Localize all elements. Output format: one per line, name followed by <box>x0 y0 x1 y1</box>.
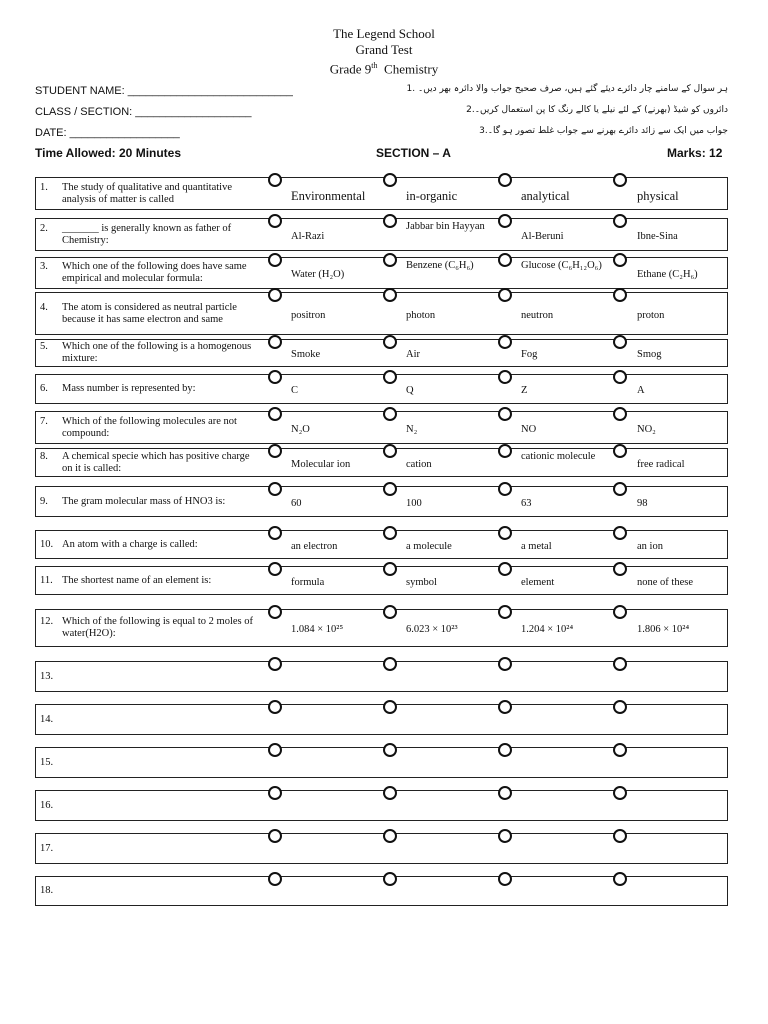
answer-option: free radical <box>637 458 685 470</box>
answer-bubble[interactable] <box>383 482 397 496</box>
answer-option: symbol <box>406 576 437 588</box>
answer-option: N₂ <box>406 423 418 435</box>
question-text <box>40 261 265 285</box>
question-body: _______ is generally known as father of Chemistry: <box>62 222 232 246</box>
question-number: 16. <box>40 799 54 811</box>
answer-bubble[interactable] <box>613 526 627 540</box>
answer-bubble[interactable] <box>268 173 282 187</box>
answer-option: a molecule <box>406 540 452 552</box>
answer-option: 1.084 × 10²⁵ <box>291 624 344 635</box>
question-number: 14. <box>40 713 54 725</box>
question-text <box>40 575 265 587</box>
answer-option: none of these <box>637 576 693 588</box>
question-text <box>40 714 265 726</box>
answer-bubble[interactable] <box>498 173 512 187</box>
answer-option: A <box>637 385 645 396</box>
instruction-1: ہر سوال کے سامنے چار دائرے دیئے گئے ہیں، صرف صحیح جواب والا دائرہ بھر دیں۔ .1 <box>406 84 728 94</box>
answer-bubble[interactable] <box>498 700 512 714</box>
time-allowed: Time Allowed: 20 Minutes <box>35 146 182 160</box>
answer-bubble[interactable] <box>498 657 512 671</box>
answer-bubble[interactable] <box>498 370 512 384</box>
answer-bubble[interactable] <box>613 786 627 800</box>
question-number: 10. <box>40 538 54 550</box>
question-text <box>40 416 265 440</box>
document-header <box>0 26 768 77</box>
answer-bubble[interactable] <box>383 253 397 267</box>
answer-option: NO₂ <box>637 423 656 435</box>
answer-option: an ion <box>637 540 663 552</box>
answer-bubble[interactable] <box>268 562 282 576</box>
question-number: 18. <box>40 885 54 896</box>
question-text <box>40 757 265 769</box>
answer-bubble[interactable] <box>613 743 627 757</box>
answer-option: 60 <box>291 497 302 509</box>
question-text <box>40 383 265 395</box>
answer-bubble[interactable] <box>498 829 512 843</box>
answer-option: Glucose (C₆H₁₂O₆) <box>521 260 602 271</box>
answer-bubble[interactable] <box>383 173 397 187</box>
question-text <box>40 341 265 365</box>
grade-subject <box>0 58 768 77</box>
question-number: 15. <box>40 756 54 768</box>
answer-bubble[interactable] <box>613 829 627 843</box>
question-number: 8. <box>40 450 48 462</box>
answer-bubble[interactable] <box>613 605 627 619</box>
question-body: Which of the following is equal to 2 moles of water(H2O): <box>62 616 254 639</box>
school-name: The Legend School <box>333 26 435 41</box>
answer-option: an electron <box>291 540 338 552</box>
question-number: 3. <box>40 261 48 272</box>
answer-bubble[interactable] <box>268 253 282 267</box>
question-number: 7. <box>40 415 48 427</box>
subject-label: Chemistry <box>384 61 439 77</box>
answer-option: physical <box>637 188 679 203</box>
answer-bubble[interactable] <box>268 786 282 800</box>
answer-option: Air <box>406 349 420 360</box>
answer-option: Al-Razi <box>291 230 325 242</box>
question-body: Which of the following molecules are not compound: <box>62 415 237 439</box>
answer-bubble[interactable] <box>383 444 397 458</box>
question-body: The study of qualitative and quantitative analysis of matter is called <box>62 181 232 205</box>
answer-bubble[interactable] <box>498 526 512 540</box>
test-title: Grand Test <box>355 42 413 57</box>
date-field[interactable]: DATE: __________________ <box>35 127 180 139</box>
answer-bubble[interactable] <box>498 288 512 302</box>
answer-option: proton <box>637 309 665 321</box>
answer-bubble[interactable] <box>498 786 512 800</box>
answer-bubble[interactable] <box>268 214 282 228</box>
answer-bubble[interactable] <box>383 657 397 671</box>
instruction-2: دائروں کو شیڈ (بھرنے) کے لئے نیلے یا کالے رنگ کا پن استعمال کریں۔.2 <box>466 105 728 115</box>
question-body: The atom is considered as neutral particle because it has same electron and same <box>62 301 237 325</box>
question-text <box>40 800 265 812</box>
answer-bubble[interactable] <box>613 335 627 349</box>
answer-bubble[interactable] <box>383 526 397 540</box>
question-number: 12. <box>40 616 54 627</box>
question-number: 6. <box>40 383 48 394</box>
question-body: An atom with a charge is called: <box>62 538 198 550</box>
answer-bubble[interactable] <box>383 605 397 619</box>
answer-bubble[interactable] <box>268 657 282 671</box>
question-number: 4. <box>40 301 48 313</box>
question-text <box>40 302 265 326</box>
answer-bubble[interactable] <box>498 444 512 458</box>
answer-bubble[interactable] <box>498 562 512 576</box>
grade-label: Grade 9 <box>329 61 372 77</box>
answer-bubble[interactable] <box>498 407 512 421</box>
answer-option: Smog <box>637 349 662 360</box>
question-text <box>40 616 265 640</box>
question-body: A chemical specie which has positive charge on it is called: <box>62 450 250 474</box>
answer-bubble[interactable] <box>383 214 397 228</box>
answer-bubble[interactable] <box>268 482 282 496</box>
answer-option: Molecular ion <box>291 458 351 470</box>
answer-option: Smoke <box>291 349 321 360</box>
question-body: The shortest name of an element is: <box>62 574 212 586</box>
answer-bubble[interactable] <box>498 743 512 757</box>
answer-option: Z <box>521 385 528 396</box>
answer-bubble[interactable] <box>498 253 512 267</box>
question-number: 1. <box>40 181 48 193</box>
answer-bubble[interactable] <box>613 173 627 187</box>
answer-bubble[interactable] <box>613 214 627 228</box>
answer-option: photon <box>406 309 436 321</box>
answer-bubble[interactable] <box>613 253 627 267</box>
answer-bubble[interactable] <box>383 829 397 843</box>
answer-bubble[interactable] <box>383 743 397 757</box>
answer-option: 100 <box>406 497 422 509</box>
answer-option: positron <box>291 309 326 321</box>
answer-option: cationic molecule <box>521 451 596 462</box>
answer-bubble[interactable] <box>268 407 282 421</box>
answer-bubble[interactable] <box>383 407 397 421</box>
answer-bubble[interactable] <box>613 444 627 458</box>
question-body: Which one of the following does have same empirical and molecular formula: <box>62 261 247 284</box>
answer-bubble[interactable] <box>383 872 397 886</box>
answer-bubble[interactable] <box>613 700 627 714</box>
answer-bubble[interactable] <box>613 407 627 421</box>
answer-bubble[interactable] <box>383 786 397 800</box>
question-text <box>40 539 265 551</box>
answer-option: analytical <box>521 188 570 203</box>
answer-bubble[interactable] <box>498 482 512 496</box>
instruction-3: جواب میں ایک سے زائد دائرے بھرنے سے جواب غلط تصور ہو گا۔.3 <box>479 126 728 136</box>
answer-bubble[interactable] <box>268 370 282 384</box>
answer-option: C <box>291 385 299 396</box>
answer-option: N₂O <box>291 423 310 435</box>
answer-bubble[interactable] <box>613 872 627 886</box>
answer-option: 6.023 × 10²³ <box>406 624 458 635</box>
answer-option: Ethane (C₂H₆) <box>637 269 698 280</box>
answer-option: Environmental <box>291 188 366 203</box>
question-text <box>40 182 265 206</box>
answer-option: neutron <box>521 309 554 321</box>
question-text <box>40 671 265 683</box>
answer-option: a metal <box>521 540 552 552</box>
answer-option: Q <box>406 385 414 396</box>
answer-bubble[interactable] <box>268 288 282 302</box>
answer-bubble[interactable] <box>498 872 512 886</box>
question-number: 2. <box>40 222 48 234</box>
answer-bubble[interactable] <box>613 482 627 496</box>
answer-option: Benzene (C₆H₆) <box>406 260 474 271</box>
answer-option: Al-Beruni <box>521 230 564 242</box>
answer-bubble[interactable] <box>613 370 627 384</box>
question-body: The gram molecular mass of HNO3 is: <box>62 495 226 507</box>
question-number: 9. <box>40 495 48 507</box>
marks-label: Marks: 12 <box>667 146 723 160</box>
answer-bubble[interactable] <box>613 562 627 576</box>
answer-bubble[interactable] <box>613 657 627 671</box>
answer-option: formula <box>291 576 325 588</box>
grade-suffix: th <box>371 61 378 70</box>
answer-option: cation <box>406 458 432 470</box>
question-text <box>40 843 265 855</box>
answer-option: 98 <box>637 497 648 509</box>
answer-option: Jabbar bin Hayyan <box>406 221 485 232</box>
question-text <box>40 885 265 897</box>
answer-option: Fog <box>521 349 538 360</box>
answer-bubble[interactable] <box>268 700 282 714</box>
answer-option: element <box>521 576 555 588</box>
answer-option: Water (H₂O) <box>291 269 345 280</box>
answer-option: NO <box>521 423 537 435</box>
question-body: Which one of the following is a homogenous mixture: <box>62 341 252 364</box>
answer-bubble[interactable] <box>268 743 282 757</box>
class-section-field[interactable]: CLASS / SECTION: ___________________ <box>35 106 252 118</box>
answer-bubble[interactable] <box>383 700 397 714</box>
answer-bubble[interactable] <box>613 288 627 302</box>
answer-bubble[interactable] <box>268 444 282 458</box>
answer-option: Ibne-Sina <box>637 230 678 242</box>
question-number: 11. <box>40 574 53 586</box>
answer-bubble[interactable] <box>498 605 512 619</box>
answer-bubble[interactable] <box>268 872 282 886</box>
question-number: 5. <box>40 341 48 352</box>
answer-bubble[interactable] <box>383 562 397 576</box>
answer-bubble[interactable] <box>498 214 512 228</box>
answer-bubble[interactable] <box>383 370 397 384</box>
answer-bubble[interactable] <box>383 335 397 349</box>
answer-option: 63 <box>521 497 532 509</box>
answer-bubble[interactable] <box>498 335 512 349</box>
answer-option: 1.204 × 10²⁴ <box>521 624 574 635</box>
answer-option: in-organic <box>406 188 458 203</box>
answer-bubble[interactable] <box>268 335 282 349</box>
answer-option: 1.806 × 10²⁴ <box>637 624 690 635</box>
question-number: 17. <box>40 842 54 854</box>
answer-bubble[interactable] <box>383 288 397 302</box>
question-number: 13. <box>40 670 54 682</box>
question-text <box>40 223 265 247</box>
section-label: SECTION – A <box>376 146 451 160</box>
question-text <box>40 496 265 508</box>
student-name-field[interactable]: STUDENT NAME: ___________________________ <box>35 85 293 97</box>
question-text <box>40 451 265 475</box>
answer-bubble[interactable] <box>268 526 282 540</box>
answer-bubble[interactable] <box>268 605 282 619</box>
answer-bubble[interactable] <box>268 829 282 843</box>
question-body: Mass number is represented by: <box>62 383 196 394</box>
